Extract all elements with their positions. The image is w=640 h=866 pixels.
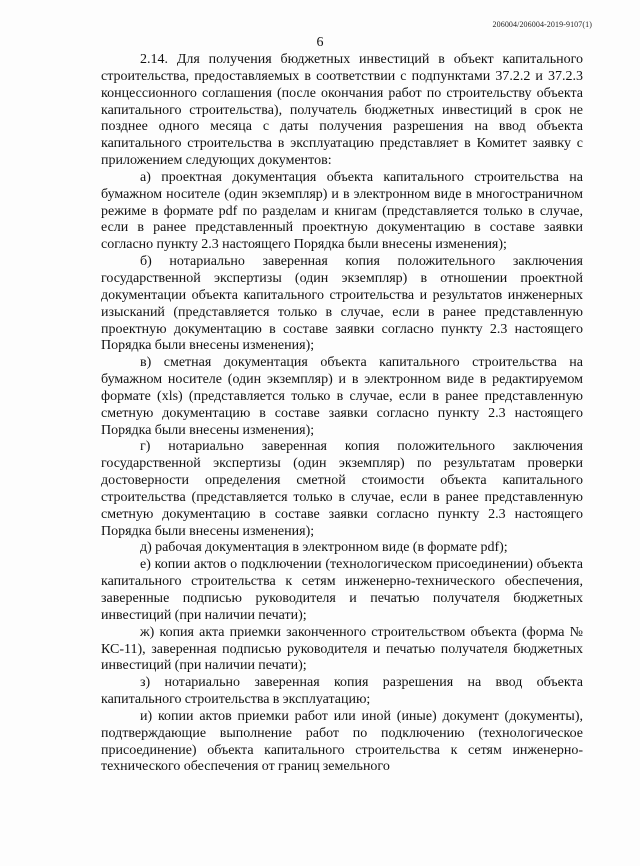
list-item-g: г) нотариально заверенная копия положительного заключения государственной экспертизы (один экземпляр) по результатам проверки достоверности определения сметной стоимости объекта капитального строительства (представляется только в случае, если в ранее представленную сметную документацию в составе заявки согласно пункту 2.3 настоящего Порядка были внесены изменения); [101,439,583,539]
list-item-v: в) сметная документация объекта капитального строительства на бумажном носителе (один экземпляр) и в электронном виде в редактируемом формате (xls) (представляется только в случае, если в ранее представленную сметную документацию в составе заявки согласно пункту 2.3 настоящего Порядка были внесены изменения); [101,355,583,438]
list-item-z: з) нотариально заверенная копия разрешения на ввод объекта капитального строительства в эксплуатацию; [101,675,583,708]
list-item-b: б) нотариально заверенная копия положительного заключения государственной экспертизы (один экземпляр) в отношении проектной документации объекта капитального строительства и результатов инженерных изысканий (представляется только в случае, если в ранее представленную проектную документацию в составе заявки согласно пункту 2.3 настоящего Порядка были внесены изменения); [101,254,583,354]
paragraph-2-14: 2.14. Для получения бюджетных инвестиций в объект капитального строительства, предоставляемых в соответствии с подпунктами 37.2.2 и 37.2.3 концессионного соглашения (после окончания работ по строительству объекта капитального строительства), получатель бюджетных инвестиций в срок не позднее одного месяца с даты получения разрешения на ввод объекта капитального строительства в эксплуатацию представляет в Комитет заявку с приложением следующих документов: [101,52,583,169]
list-item-a: а) проектная документация объекта капитального строительства на бумажном носителе (один экземпляр) и в электронном виде в многостраничном режиме в формате pdf по разделам и книгам (представляется только в случае, если в ранее представленный проектную документацию в составе заявки согласно пункту 2.3 настоящего Порядка были внесены изменения); [101,169,583,253]
document-body [101,52,583,776]
list-item-e: е) копии актов о подключении (технологическом присоединении) объекта капитального строительства к сетям инженерно-технического обеспечения, заверенные подписью руководителя и печатью получателя бюджетных инвестиций (при наличии печати); [101,557,583,623]
list-item-zh: ж) копия акта приемки законченного строительством объекта (форма № КС-11), заверенная подписью руководителя и печатью получателя бюджетных инвестиций (при наличии печати); [101,624,583,674]
list-item-d: д) рабочая документация в электронном виде (в формате pdf); [140,540,508,556]
list-item-i: и) копии актов приемки работ или иной (иные) документ (документы), подтверждающие выполнение работ по подключению (технологическое присоединение) объекта капитального строительства к сетям инженерно-технического обеспечения от границ земельного [101,708,583,775]
document-id: 206004/206004-2019-9107(1) [492,20,592,29]
page-number: 6 [316,35,324,50]
